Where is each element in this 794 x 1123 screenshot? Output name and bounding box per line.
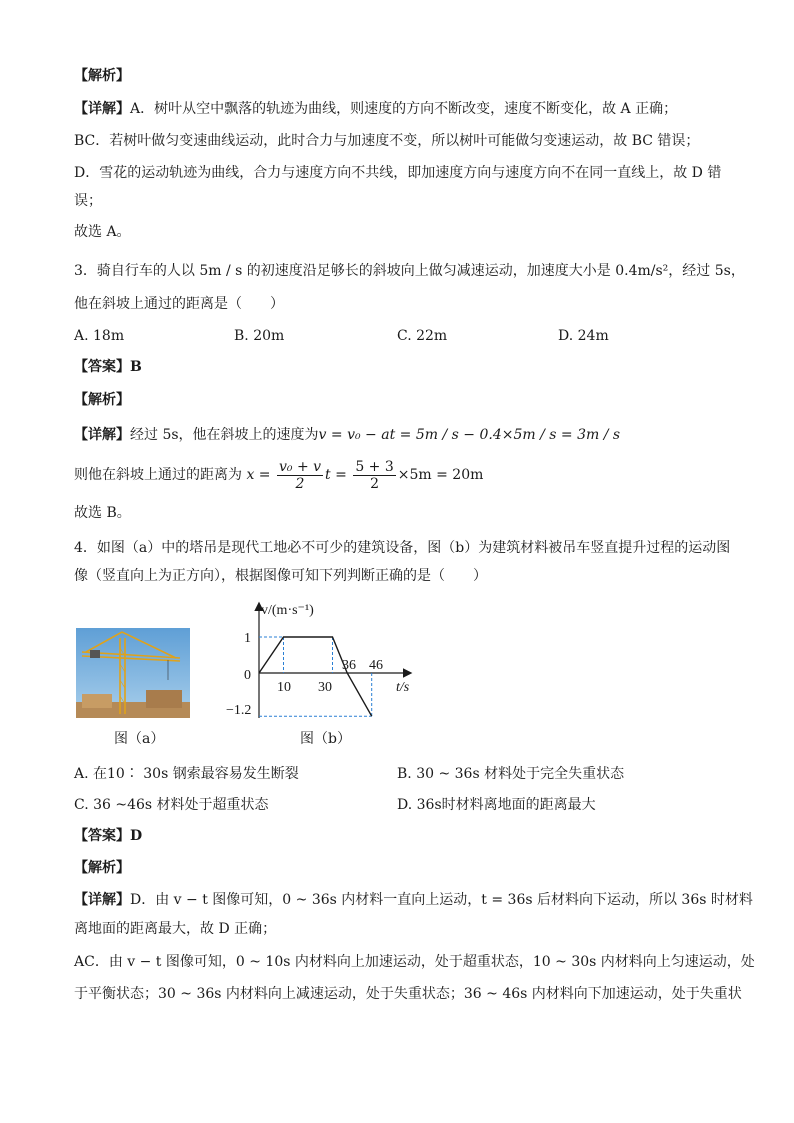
fraction-numerator: v₀ + v bbox=[278, 458, 322, 475]
fraction bbox=[277, 459, 323, 492]
x-tick-label: 36 bbox=[342, 658, 356, 673]
detail-label: 【详解】 bbox=[74, 892, 130, 908]
y-tick-label: 1 bbox=[244, 631, 251, 646]
figure-b-caption: 图（b） bbox=[300, 731, 351, 747]
y-axis-label: v/(m·s⁻¹) bbox=[261, 603, 314, 618]
detail-line bbox=[74, 99, 677, 119]
question-stem: 他在斜坡上通过的距离是（ ） bbox=[74, 296, 284, 312]
detail-label: 【详解】 bbox=[74, 427, 130, 443]
option-b: B. 30 ~ 36s 材料处于完全失重状态 bbox=[397, 766, 625, 782]
detail-text: D．由 v − t 图像可知，0 ~ 36s 内材料一直向上运动，t = 36s 后材料向下运动，所以 36s 时材料 bbox=[130, 892, 753, 908]
x-axis-label: t/s bbox=[396, 680, 410, 695]
answer-conclusion: 故选 B。 bbox=[74, 505, 131, 521]
option-b: B. 20m bbox=[234, 328, 285, 344]
fraction-numerator: 5 + 3 bbox=[355, 458, 394, 475]
question-stem: 像（竖直向上为正方向），根据图像可知下列判断正确的是（ ） bbox=[74, 568, 487, 584]
answer-heading: 【答案】D bbox=[74, 828, 143, 844]
distance-lhs: x = bbox=[246, 467, 271, 483]
velocity-series-line bbox=[259, 637, 372, 716]
question-stem: 4．如图（a）中的塔吊是现代工地必不可少的建筑设备，图（b）为建筑材料被吊车竖直提升过程的运动图 bbox=[74, 540, 731, 556]
analysis-heading: 【解析】 bbox=[74, 392, 130, 408]
analysis-heading: 【解析】 bbox=[74, 68, 130, 84]
detail-line: AC．由 v − t 图像可知，0 ~ 10s 内材料向上加速运动，处于超重状态，10 ~ 30s 内材料向上匀速运动，处 bbox=[74, 954, 755, 970]
option-c: C. 36 ~46s 材料处于超重状态 bbox=[74, 797, 269, 813]
x-tick-label: 10 bbox=[277, 680, 291, 695]
answer-conclusion: 故选 A。 bbox=[74, 224, 131, 240]
option-c: C. 22m bbox=[397, 328, 448, 344]
analysis-heading: 【解析】 bbox=[74, 860, 130, 876]
detail-line: 离地面的距离最大，故 D 正确； bbox=[74, 921, 277, 937]
detail-line bbox=[74, 425, 620, 445]
y-tick-label: 0 bbox=[244, 668, 251, 683]
velocity-equation: v = v₀ − at = 5m / s − 0.4×5m / s = 3m / s bbox=[318, 427, 621, 443]
x-tick-label: 46 bbox=[369, 658, 383, 673]
answer-heading: 【答案】B bbox=[74, 359, 142, 375]
detail-label: 【详解】 bbox=[74, 101, 130, 117]
option-a: A. 18m bbox=[74, 328, 125, 344]
fraction-denominator: 2 bbox=[295, 475, 305, 492]
fraction-denominator: 2 bbox=[370, 475, 379, 492]
option-d: D. 24m bbox=[558, 328, 609, 344]
option-d: D. 36s时材料离地面的距离最大 bbox=[397, 797, 596, 813]
x-tick-label: 30 bbox=[318, 680, 332, 695]
fraction bbox=[353, 459, 395, 492]
detail-line: D．雪花的运动轨迹为曲线，合力与速度方向不共线，即加速度方向与速度方向不在同一直线上，故 D 错 bbox=[74, 165, 722, 181]
detail-text: 经过 5s，他在斜坡上的速度为 bbox=[130, 427, 319, 443]
velocity-time-graph bbox=[220, 600, 420, 725]
y-tick-label: −1.2 bbox=[226, 703, 252, 718]
figure-a-caption: 图（a） bbox=[114, 731, 165, 747]
detail-line: BC．若树叶做匀变速曲线运动，此时合力与加速度不变，所以树叶可能做匀变速运动，故 BC 错误； bbox=[74, 133, 700, 149]
detail-line bbox=[74, 458, 483, 492]
option-a: A. 在10∶ 30s 钢索最容易发生断裂 bbox=[74, 766, 299, 782]
fraction-tail: t = bbox=[325, 467, 347, 483]
detail-text: 则他在斜坡上通过的距离为 bbox=[74, 467, 242, 483]
question-stem: 3．骑自行车的人以 5m / s 的初速度沿足够长的斜坡向上做匀减速运动，加速度大小是 0.4m/s²，经过 5s， bbox=[74, 263, 745, 279]
detail-text: A．树叶从空中飘落的轨迹为曲线，则速度的方向不断改变，速度不断变化，故 A 正确； bbox=[130, 101, 678, 117]
tower-crane-photo bbox=[76, 628, 190, 718]
detail-line: 误； bbox=[74, 193, 102, 209]
detail-line: 于平衡状态；30 ~ 36s 内材料向上减速运动，处于失重状态；36 ~ 46s 内材料向下加速运动，处于失重状 bbox=[74, 986, 742, 1002]
detail-line bbox=[74, 890, 753, 910]
fraction-tail: ×5m = 20m bbox=[397, 467, 484, 483]
